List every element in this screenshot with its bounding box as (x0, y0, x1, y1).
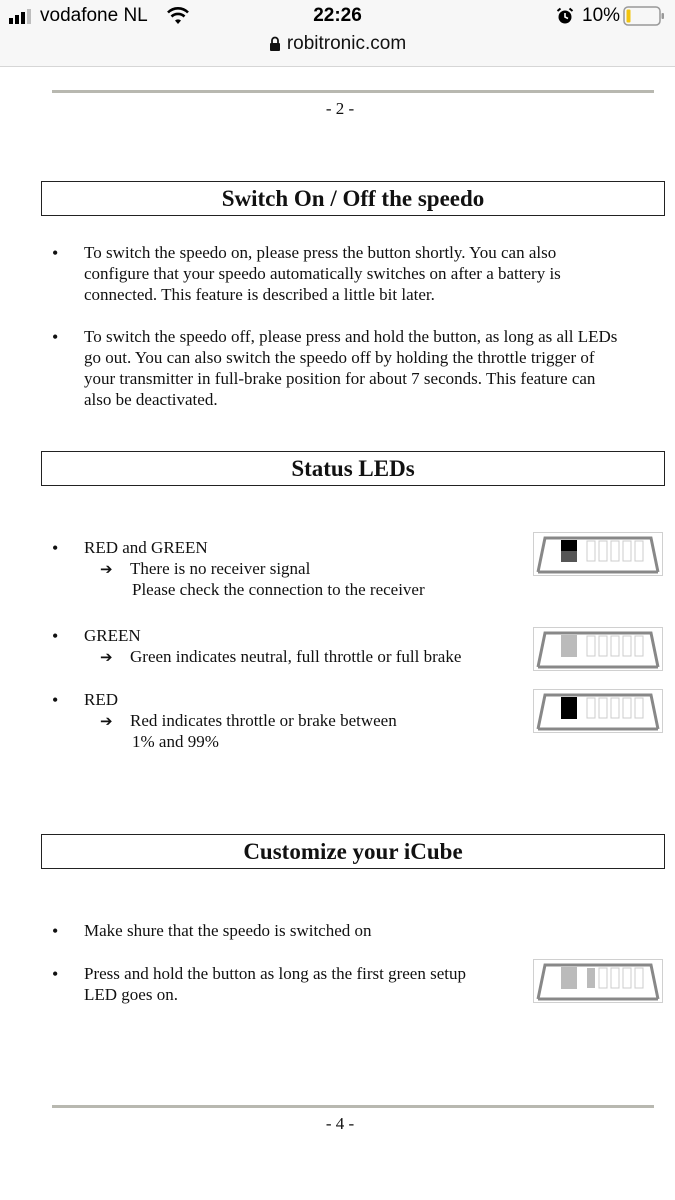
status-bar (0, 0, 675, 67)
text-line: go out. You can also switch the speedo off by holding the throttle trigger of (84, 348, 595, 367)
text-line: configure that your speedo automatically switches on after a battery is (84, 264, 561, 283)
page-rule-top (52, 90, 654, 93)
bullet-icon: • (52, 327, 59, 347)
desc-text: Green indicates neutral, full throttle or full brake (130, 647, 462, 666)
page-number-bottom: - 4 - (325, 1114, 355, 1133)
switch-on-text (84, 242, 561, 305)
desc-text: There is no receiver signal (130, 559, 311, 578)
clock-time: 22:26 (313, 5, 362, 26)
status-extra-red-green: Please check the connection to the receiver (132, 580, 425, 599)
status-label-red: RED (84, 690, 118, 709)
status-label-green: GREEN (84, 626, 141, 645)
text-line: To switch the speedo off, please press and hold the button, as long as all LEDs (84, 327, 618, 346)
battery-percentage: 10% (582, 5, 621, 26)
alarm-clock-icon (556, 7, 574, 25)
bullet-icon: • (52, 964, 59, 984)
text-line: also be deactivated. (84, 390, 218, 409)
status-desc-red (100, 710, 397, 732)
bullet-icon: • (52, 538, 59, 558)
led-indicator-red-image (533, 689, 663, 733)
led-indicator-red-green-image (533, 532, 663, 576)
url-text: robitronic.com (286, 33, 407, 54)
led-indicator-green-image (533, 627, 663, 671)
address-bar[interactable] (0, 33, 675, 55)
text-line: connected. This feature is described a little bit later. (84, 285, 435, 304)
switch-off-text (84, 326, 617, 410)
carrier-name: vodafone NL (40, 5, 148, 26)
status-extra-red: 1% and 99% (132, 732, 219, 751)
arrow-right-icon: ➔ (100, 712, 113, 730)
desc-text: Red indicates throttle or brake between (130, 711, 397, 730)
bullet-icon: • (52, 690, 59, 710)
customize-step-2 (84, 963, 466, 1005)
bullet-icon: • (52, 921, 59, 941)
text-line: To switch the speedo on, please press the button shortly. You can also (84, 243, 557, 262)
section-title-customize: Customize your iCube (41, 834, 665, 869)
arrow-right-icon: ➔ (100, 560, 113, 578)
arrow-right-icon: ➔ (100, 648, 113, 666)
status-desc-red-green (100, 558, 310, 580)
customize-step-1: Make shure that the speedo is switched on (84, 921, 372, 940)
text-line: Press and hold the button as long as the first green setup (84, 964, 466, 983)
status-label-red-green: RED and GREEN (84, 538, 208, 557)
page-rule-bottom (52, 1105, 654, 1108)
bullet-icon: • (52, 243, 59, 263)
text-line: your transmitter in full-brake position for about 7 seconds. This feature can (84, 369, 596, 388)
section-title-status-leds: Status LEDs (41, 451, 665, 486)
section-title-switch: Switch On / Off the speedo (41, 181, 665, 216)
page-number-top: - 2 - (325, 99, 355, 118)
bullet-icon: • (52, 626, 59, 646)
status-desc-green (100, 646, 461, 668)
text-line: LED goes on. (84, 985, 178, 1004)
led-indicator-setup-image (533, 959, 663, 1003)
battery-icon (623, 6, 665, 26)
lock-icon (269, 36, 281, 51)
